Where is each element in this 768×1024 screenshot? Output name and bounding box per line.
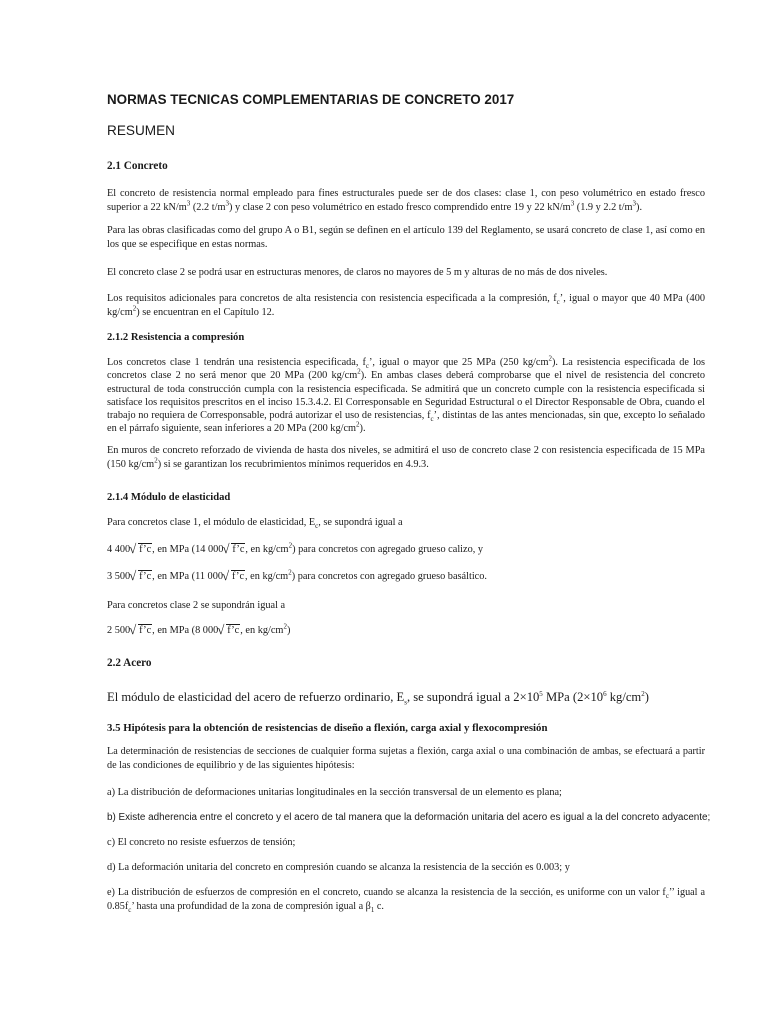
superscript: 3 <box>186 199 191 208</box>
text-run: Los requisitos adicionales para concretos de alta resistencia con resistencia especificada a la compresión, f <box>107 293 557 304</box>
sqrt-symbol <box>130 625 152 636</box>
text-run: ). En ambas clases deberá comprobarse que el nivel de resistencia del concreto estructural de toda construcción cumpla con la resistencia especificada. Se admitirá que un concreto cumple con la resistencia especificada si satisface los requisitos prescritos en el inciso 15.3.4.2. El Corresponsable en Seguridad Estructural o el Director Responsable de Obra, cuando el trabajo no requiera de Corresponsable, podrá autorizar el uso de resistencias, f <box>107 370 705 422</box>
superscript: 2 <box>283 622 287 631</box>
text-run: ). La resistencia especificada de los concretos clase 2 no será menor que 20 MPa (200 kg/cm <box>107 357 705 382</box>
subscript: s <box>404 698 407 707</box>
section-heading-3-5: 3.5 Hipótesis para la obtención de resistencias de diseño a flexión, carga axial y flexocompresión <box>107 722 548 734</box>
text-run: ’, igual o mayor que 40 MPa (400 kg/cm <box>107 293 705 318</box>
text-run: , en kg/cm <box>245 544 289 555</box>
text-run: , en MPa (14 000 <box>152 544 224 555</box>
text-run: kg/cm <box>606 690 642 704</box>
section-heading-2-1-2: 2.1.2 Resistencia a compresión <box>107 332 245 343</box>
text-run: c. <box>374 900 384 912</box>
hypothesis-e <box>107 886 705 913</box>
text-run: e) La distribución de esfuerzos de compresión en el concreto, cuando se alcanza la resistencia de la sección, es uniforme con un valor f <box>107 887 666 898</box>
equation-limestone <box>107 541 484 555</box>
radicand: f’c <box>139 571 152 582</box>
superscript: 5 <box>539 689 543 698</box>
text-run: , en kg/cm <box>240 625 284 636</box>
text-run: ) y clase 2 con peso volumétrico en estado fresco comprendido entre 19 y 22 kN/m <box>228 201 571 213</box>
coefficient: 4 400 <box>107 544 131 555</box>
subscript: c <box>556 298 560 307</box>
sqrt-symbol <box>130 571 152 582</box>
equation-basalt <box>107 568 487 582</box>
text-run: (1.9 y 2.2 t/m <box>574 201 633 213</box>
text-run: (2.2 t/m <box>190 201 226 213</box>
text-run: El concreto de resistencia normal empleado para fines estructurales puede ser de dos clases: clase 1, con peso volumétrico en estado fresco superior a 22 kN/m <box>107 188 705 213</box>
subscript: c <box>315 522 319 531</box>
text-run: MPa (2×10 <box>542 690 604 704</box>
text-run: , se supondrá igual a 2×10 <box>406 690 540 704</box>
subscript: c <box>128 905 132 914</box>
superscript: 3 <box>570 199 575 208</box>
hypothesis-a: a) La distribución de deformaciones unitarias longitudinales en la sección transversal de un elemento es plana; <box>107 787 562 798</box>
section-heading-2-2: 2.2 Acero <box>107 657 152 669</box>
superscript: 3 <box>632 199 637 208</box>
superscript: 2 <box>288 568 292 577</box>
superscript: 2 <box>357 367 361 376</box>
subscript: c <box>365 362 369 371</box>
superscript: 2 <box>548 354 552 363</box>
paragraph-2-1-2: Para las obras clasificadas como del grupo A o B1, según se definen en el artículo 139 del Reglamento, se usará concreto de clase 1, así como en los que se especifique en estas normas. <box>107 225 705 250</box>
superscript: 2 <box>132 304 137 313</box>
text-run: Para concretos clase 1, el módulo de elasticidad, E <box>107 517 316 528</box>
superscript: 6 <box>603 689 607 698</box>
hypothesis-d: d) La deformación unitaria del concreto en compresión cuando se alcanza la resistencia de la sección es 0.003; y <box>107 862 570 873</box>
subscript: 1 <box>370 905 375 914</box>
subscript: c <box>665 892 669 901</box>
text-run: , se supondrá igual a <box>318 517 403 528</box>
text-run: ) se encuentran en el Capítulo 12. <box>136 306 275 318</box>
text-run: , en MPa (8 000 <box>152 625 219 636</box>
text-run: ) para concretos con agregado grueso calizo, y <box>292 544 484 555</box>
paragraph-2-1-2-1 <box>107 356 705 436</box>
radicand: f’c <box>232 544 245 555</box>
equation-class2 <box>107 622 291 636</box>
superscript: 2 <box>356 421 360 430</box>
modulus-intro-class1 <box>107 516 403 530</box>
section-heading-2-1-4: 2.1.4 Módulo de elasticidad <box>107 492 231 503</box>
coefficient: 3 500 <box>107 571 131 582</box>
paragraph-3-5-intro: La determinación de resistencias de secciones de cualquier forma sujetas a flexión, carga axial o una combinación de ambas, se efectuará a partir de las condiciones de equilibrio y de las siguientes hipótesis: <box>107 746 705 771</box>
sqrt-symbol <box>218 625 240 636</box>
section-heading-2-1: 2.1 Concreto <box>107 160 168 172</box>
paragraph-2-1-4 <box>107 292 705 319</box>
subscript: c <box>430 415 434 424</box>
paragraph-2-1-1 <box>107 187 705 214</box>
hypothesis-c: c) El concreto no resiste esfuerzos de tensión; <box>107 837 296 848</box>
text-run: ’, igual o mayor que 25 MPa (250 kg/cm <box>369 357 549 368</box>
superscript: 2 <box>641 689 645 698</box>
text-run: ’’ igual a 0.85f <box>107 887 705 912</box>
radicand: f’c <box>139 625 152 636</box>
text-run: ). <box>636 201 643 213</box>
document-title: NORMAS TECNICAS COMPLEMENTARIAS DE CONCRETO 2017 <box>107 92 515 107</box>
superscript: 3 <box>225 199 229 208</box>
text-run: , en kg/cm <box>245 571 289 582</box>
hypothesis-b: b) Existe adherencia entre el concreto y el acero de tal manera que la deformación unitaria del acero es igual a la del concreto adyacente; <box>107 812 711 823</box>
sqrt-symbol <box>223 544 245 555</box>
coefficient: 2 500 <box>107 625 131 636</box>
text-run: Los concretos clase 1 tendrán una resistencia especificada, f <box>107 357 366 368</box>
text-run: ) <box>286 625 291 636</box>
text-run: ’ hasta una profundidad de la zona de compresión igual a β <box>131 900 371 912</box>
radicand: f’c <box>227 625 240 636</box>
text-run: ) para concretos con agregado grueso basáltico. <box>291 571 487 582</box>
paragraph-2-2-1 <box>107 689 649 707</box>
radicand: f’c <box>232 571 245 582</box>
text-run: ) <box>644 690 649 704</box>
superscript: 2 <box>288 541 293 550</box>
text-run: ’, distintas de las antes mencionadas, sin que, excepto lo señalado en el párrafo siguiente, sean inferiores a 20 MPa (200 kg/cm <box>107 410 706 435</box>
paragraph-2-1-3: El concreto clase 2 se podrá usar en estructuras menores, de claros no mayores de 5 m y alturas de no más de dos niveles. <box>107 267 608 278</box>
text-run: En muros de concreto reforzado de vivienda de hasta dos niveles, se admitirá el uso de concreto clase 2 con resistencia especificada de 15 MPa (150 kg/cm <box>107 445 705 470</box>
sqrt-symbol <box>130 544 152 555</box>
modulus-intro-class2: Para concretos clase 2 se supondrán igual a <box>107 600 286 611</box>
paragraph-2-1-2-2 <box>107 444 705 471</box>
text-run: El módulo de elasticidad del acero de refuerzo ordinario, E <box>107 690 405 704</box>
text-run: ) si se garantizan los recubrimientos mínimos requeridos en 4.9.3. <box>157 458 429 470</box>
text-run: , en MPa (11 000 <box>152 571 224 582</box>
document-subtitle: RESUMEN <box>107 123 175 138</box>
radicand: f’c <box>139 544 152 555</box>
superscript: 2 <box>154 456 158 465</box>
text-run: ). <box>359 423 366 435</box>
sqrt-symbol <box>223 571 245 582</box>
